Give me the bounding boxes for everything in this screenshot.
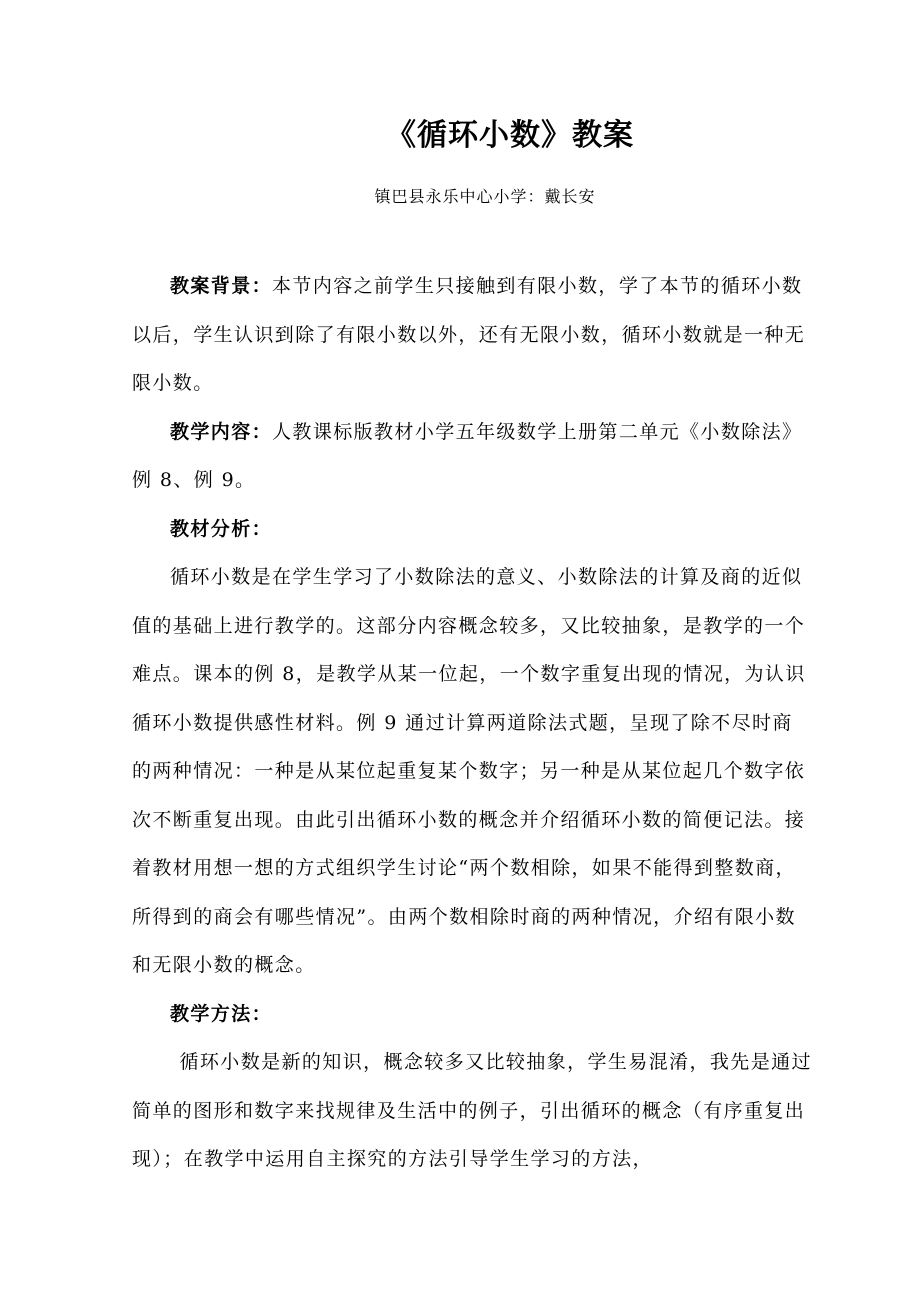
method-heading: 教学方法： <box>170 1002 273 1025</box>
background-paragraph <box>132 262 812 408</box>
document-title: 《循环小数》教案 <box>386 118 634 153</box>
background-text: 本节内容之前学生只接触到有限小数，学了本节的循环小数以后，学生认识到除了有限小数以外，还有无限小数，循环小数就是一种无限小数。 <box>132 275 806 394</box>
author-line: 镇巴县永乐中心小学：戴长安 <box>374 187 596 206</box>
content-paragraph <box>132 408 812 505</box>
analysis-heading: 教材分析： <box>170 517 273 540</box>
method-paragraph: 循环小数是新的知识，概念较多又比较抽象，学生易混淆，我先是通过简单的图形和数字来找规律及生活中的例子，引出循环的概念（有序重复出现）；在教学中运用自主探究的方法引导学生学习的方法， <box>132 1051 812 1170</box>
analysis-paragraph: 循环小数是在学生学习了小数除法的意义、小数除法的计算及商的近似值的基础上进行教学的。这部分内容概念较多，又比较抽象，是教学的一个难点。课本的例 8，是教学从某一位起，一个数字重复出现的情况，为认识循环小数提供感性材料。例 9 通过计算两道除法式题，呈现了除不尽时商的两种情况：一种是从某位起重复某个数字；另一种是从某位起几个数字依次不断重复出现。由此引出循环小数的概念并介绍循环小数的简便记法。接着教材用想一想的方式组织学生讨论“两个数相除，如果不能得到整数商，所得到的商会有哪些情况”。由两个数相除时商的两种情况，介绍有限小数和无限小数的概念。 <box>132 566 806 976</box>
content-text: 人教课标版教材小学五年级数学上册第二单元《小数除法》例 8、例 9。 <box>132 420 803 491</box>
background-label: 教案背景： <box>170 275 273 297</box>
content-label: 教学内容： <box>170 420 273 443</box>
document-body <box>132 262 812 1184</box>
